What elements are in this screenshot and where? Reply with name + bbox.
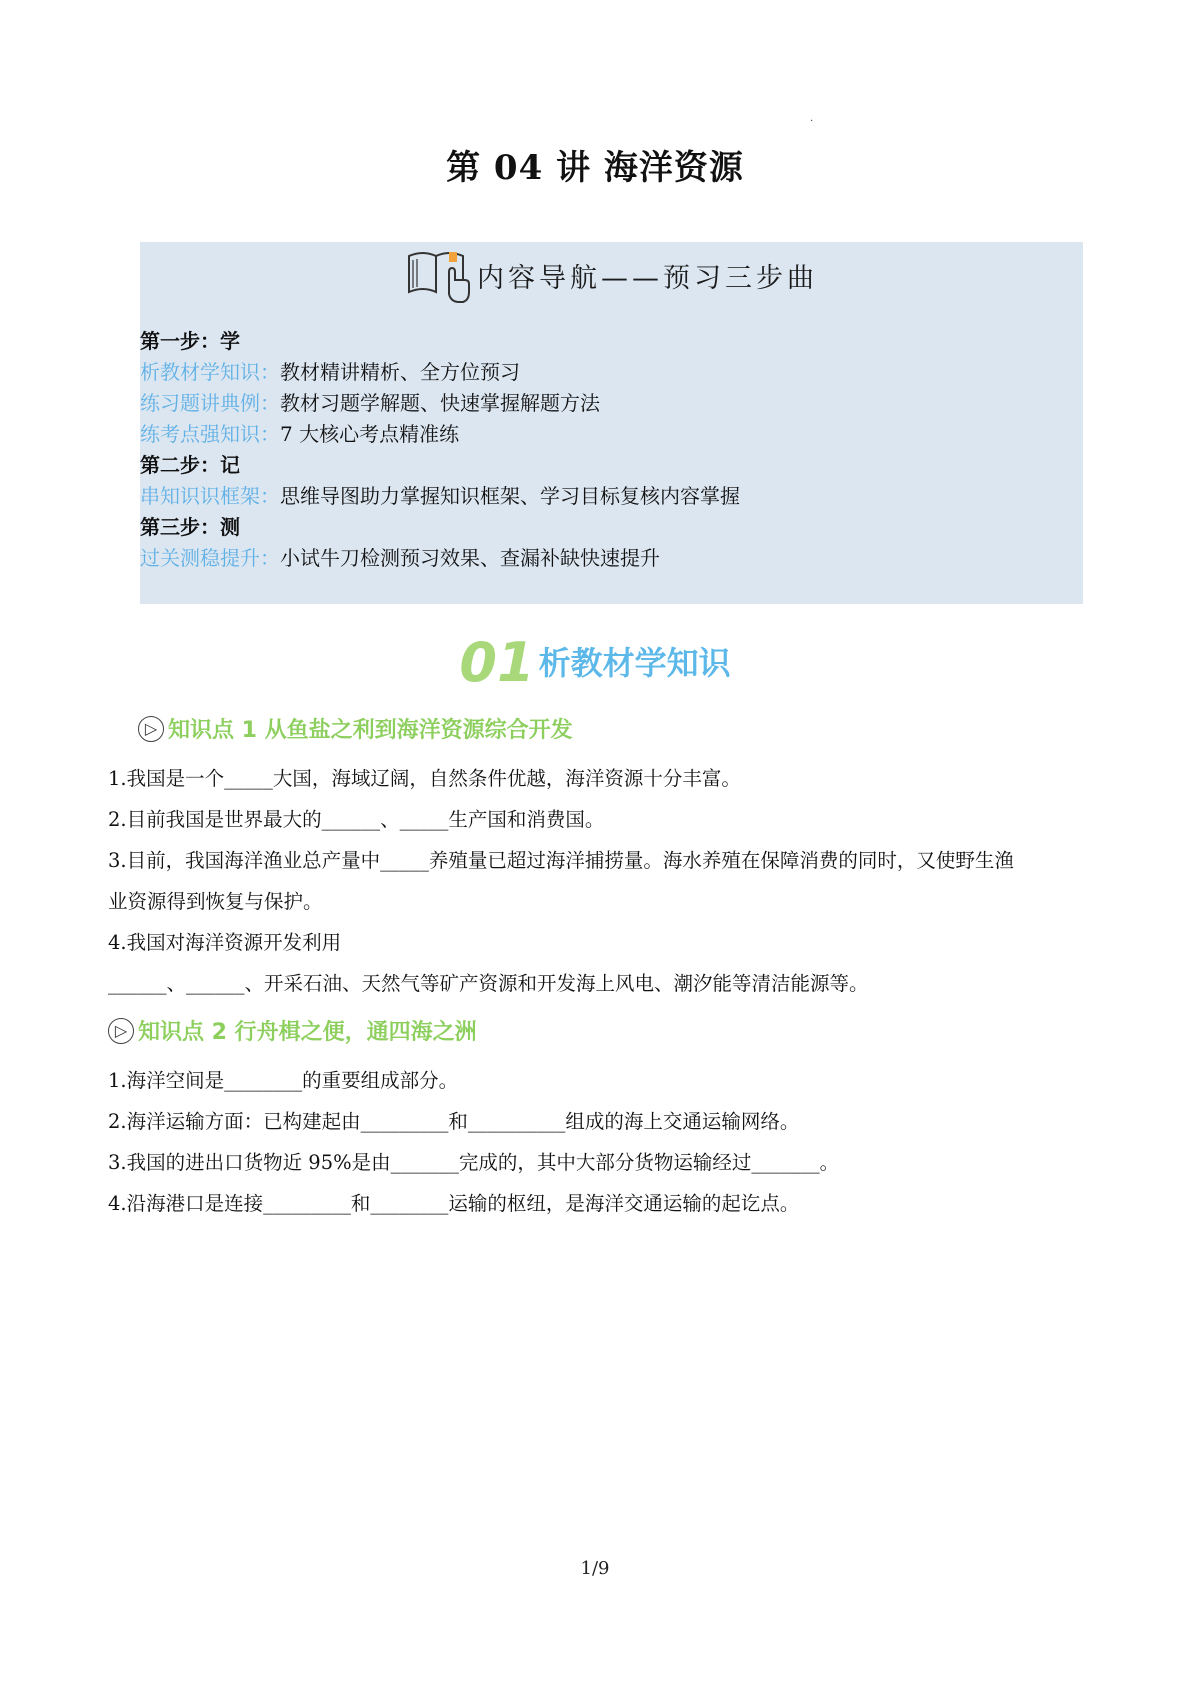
nav-item bbox=[140, 388, 740, 419]
kp1-line: 业资源得到恢复与保护。 bbox=[108, 890, 323, 913]
step-2-heading: 第二步：记 bbox=[140, 453, 240, 477]
kp1-line: 2.目前我国是世界最大的______、_____生产国和消费国。 bbox=[108, 808, 605, 831]
play-circle-icon: ▷ bbox=[138, 716, 164, 742]
kp1-line: 3.目前，我国海洋渔业总产量中_____养殖量已超过海洋捕捞量。海水养殖在保障消费的同时，又使野生渔 bbox=[108, 849, 1014, 872]
section-number: 01 bbox=[459, 631, 535, 694]
page-title: 第 04 讲 海洋资源 bbox=[446, 148, 744, 188]
content-navigation-box bbox=[140, 242, 1083, 604]
kp2-line: 4.沿海港口是连接_________和________运输的枢纽，是海洋交通运输的起讫点。 bbox=[108, 1192, 800, 1215]
nav-item-desc: 小试牛刀检测预习效果、查漏补缺快速提升 bbox=[280, 546, 660, 570]
nav-item-label: 析教材学知识： bbox=[140, 360, 280, 384]
nav-item-label: 串知识识框架： bbox=[140, 484, 280, 508]
nav-item-desc: 教材习题学解题、快速掌握解题方法 bbox=[280, 391, 600, 415]
kp1-line: ______、______、开采石油、天然气等矿产资源和开发海上风电、潮汐能等清洁能源等。 bbox=[108, 972, 869, 995]
book-pointer-icon bbox=[405, 246, 471, 304]
nav-header bbox=[140, 242, 1083, 308]
nav-item bbox=[140, 481, 740, 512]
nav-item-desc: 教材精讲精析、全方位预习 bbox=[280, 360, 520, 384]
step-1-heading: 第一步：学 bbox=[140, 329, 240, 353]
kp2-line: 1.海洋空间是________的重要组成部分。 bbox=[108, 1069, 459, 1092]
page-dot: · bbox=[810, 116, 814, 127]
nav-item bbox=[140, 543, 740, 574]
knowledge-point-1-heading bbox=[138, 713, 573, 744]
nav-item-label: 过关测稳提升： bbox=[140, 546, 280, 570]
nav-item-desc: 7 大核心考点精准练 bbox=[280, 422, 460, 446]
nav-item-label: 练习题讲典例： bbox=[140, 391, 280, 415]
nav-item bbox=[140, 419, 740, 450]
nav-item bbox=[140, 357, 740, 388]
page-number: 1/9 bbox=[580, 1558, 610, 1579]
section-name: 析教材学知识 bbox=[538, 644, 731, 682]
kp1-line: 4.我国对海洋资源开发利用 bbox=[108, 931, 342, 954]
step-3-heading: 第三步：测 bbox=[140, 515, 240, 539]
section-banner bbox=[0, 631, 1190, 694]
kp1-line: 1.我国是一个_____大国，海域辽阔，自然条件优越，海洋资源十分丰富。 bbox=[108, 767, 741, 790]
knowledge-point-title: 知识点 2 行舟楫之便，通四海之洲 bbox=[138, 1020, 477, 1045]
nav-heading: 内容导航——预习三步曲 bbox=[477, 262, 818, 294]
kp2-line: 3.我国的进出口货物近 95%是由_______完成的，其中大部分货物运输经过_______。 bbox=[108, 1151, 840, 1174]
nav-item-desc: 思维导图助力掌握知识框架、学习目标复核内容掌握 bbox=[280, 484, 740, 508]
nav-item-label: 练考点强知识： bbox=[140, 422, 280, 446]
knowledge-point-2-heading bbox=[108, 1015, 477, 1046]
nav-steps bbox=[140, 326, 740, 574]
kp2-line: 2.海洋运输方面：已构建起由_________和__________组成的海上交通运输网络。 bbox=[108, 1110, 800, 1133]
knowledge-point-title: 知识点 1 从鱼盐之利到海洋资源综合开发 bbox=[168, 718, 573, 743]
play-circle-icon: ▷ bbox=[108, 1018, 134, 1044]
